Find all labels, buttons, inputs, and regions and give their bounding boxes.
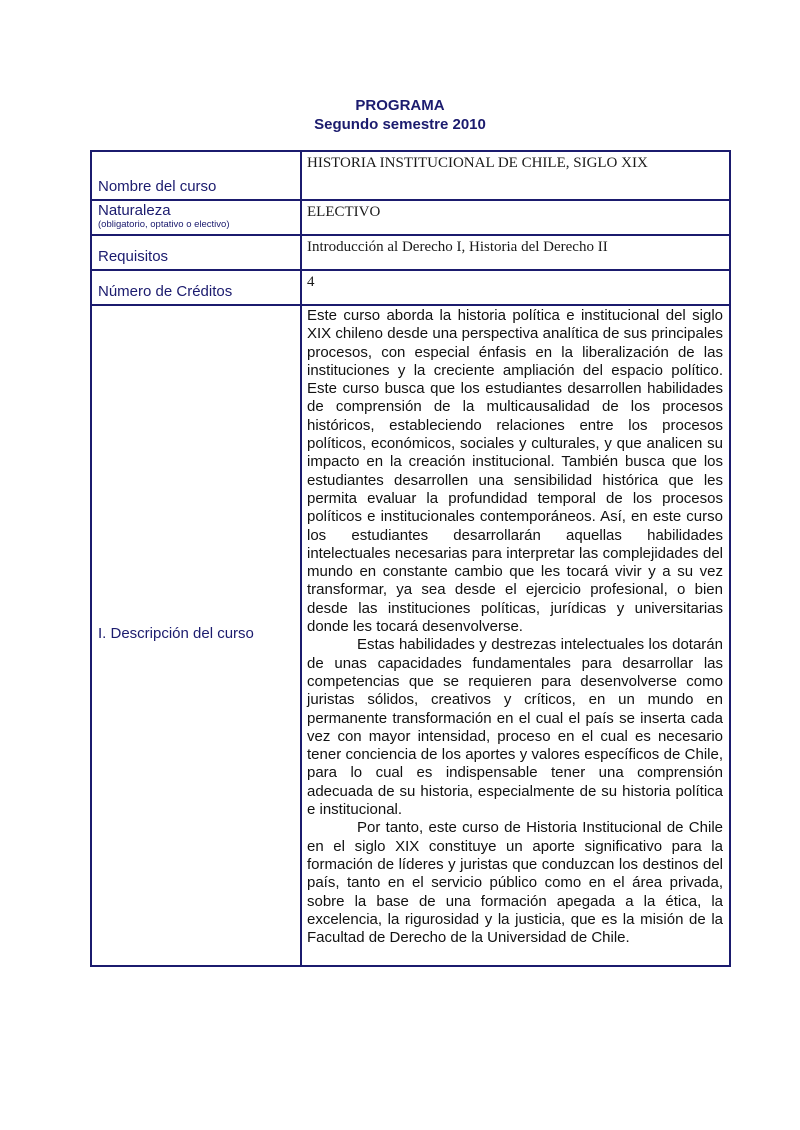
naturaleza-value: ELECTIVO: [301, 200, 730, 235]
naturaleza-sublabel: (obligatorio, optativo o electivo): [98, 219, 230, 230]
requisitos-value: Introducción al Derecho I, Historia del Derecho II: [301, 235, 730, 270]
naturaleza-label-cell: [91, 200, 301, 235]
row-nombre: [91, 151, 730, 200]
descripcion-paragraph-1: Este curso aborda la historia política e institucional del siglo XIX chileno desde una perspectiva analítica de sus principales procesos, con especial énfasis en la liberalización de las instituciones y la creciente ampliación del espacio político. Este curso busca que los estudiantes desarrollen habilidades de comprensión de la multicausalidad de los procesos históricos, estableciendo relaciones entre los procesos políticos, económicos, sociales y culturales, y que analicen su impacto en la creación institucional. También busca que los estudiantes desarrollen una sensibilidad histórica que les permita evaluar la profundidad temporal de los procesos políticos e institucionales contemporáneos. Así, en este curso los estudiantes desarrollarán aquellas habilidades intelectuales necesarias para interpretar las complejidades del mundo en constante cambio que les tocará vivir y a su vez transformar, ya sea desde el ejercicio profesional, o bien desde las instituciones políticas, jurídicas y universitarias donde les tocará desenvolverse.: [307, 307, 723, 636]
document-header: [0, 96, 800, 134]
descripcion-paragraph-2: Estas habilidades y destrezas intelectuales los dotarán de unas capacidades fundamentales para desarrollar las competencias que se requieren para desenvolverse como juristas sólidos, creativos y críticos, en un mundo en permanente transformación en el cual el país se inserta cada vez con mayor intensidad, proceso en el cual es necesario tener conciencia de los aportes y valores específicos de Chile, para lo cual es indispensable tener una comprensión adecuada de su historia, especialmente de su historia política e institucional.: [307, 636, 723, 819]
course-program-table: [90, 150, 731, 967]
header-title: PROGRAMA: [355, 97, 445, 114]
creditos-value: 4: [301, 270, 730, 305]
requisitos-label: Requisitos: [91, 235, 301, 270]
nombre-label: Nombre del curso: [91, 151, 301, 200]
descripcion-paragraph-3: Por tanto, este curso de Historia Institucional de Chile en el siglo XIX constituye un aporte significativo para la formación de líderes y juristas que conduzcan los destinos del país, tanto en el servicio público como en el área privada, sobre la base de una formación apegada a la ética, la excelencia, la rigurosidad y la justicia, que es la misión de la Facultad de Derecho de la Universidad de Chile.: [307, 819, 723, 947]
nombre-value: HISTORIA INSTITUCIONAL DE CHILE, SIGLO XIX: [301, 151, 730, 200]
row-creditos: [91, 270, 730, 305]
row-requisitos: [91, 235, 730, 270]
creditos-label: Número de Créditos: [91, 270, 301, 305]
header-subtitle: Segundo semestre 2010: [314, 116, 486, 133]
descripcion-label: I. Descripción del curso: [91, 305, 301, 966]
row-naturaleza: [91, 200, 730, 235]
descripcion-text: [301, 305, 730, 966]
row-descripcion: [91, 305, 730, 966]
naturaleza-label: Naturaleza: [98, 202, 171, 219]
